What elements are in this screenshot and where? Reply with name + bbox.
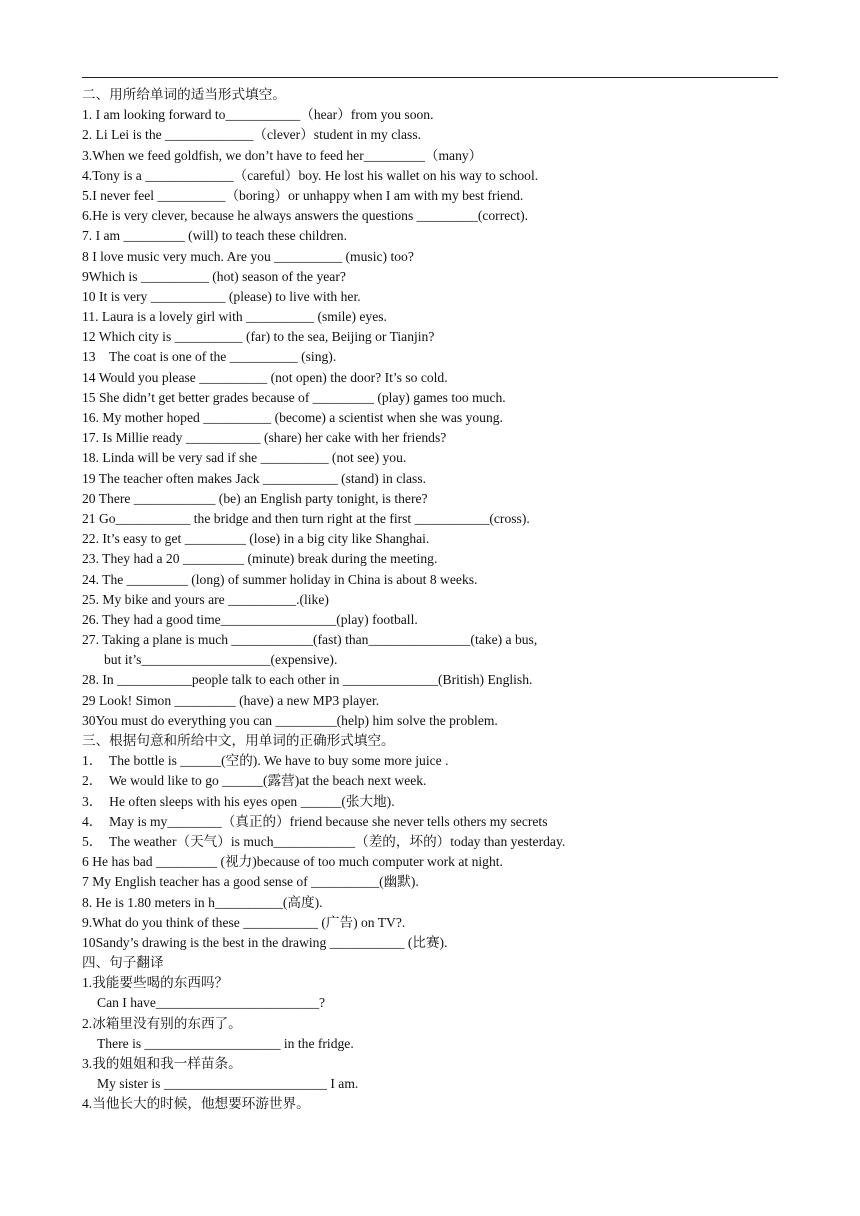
exercise-line: 30You must do everything you can _________(help) him solve the problem. bbox=[82, 712, 498, 728]
exercise-line: 16. My mother hoped __________ (become) a scientist when she was young. bbox=[82, 410, 503, 425]
exercise-line: 10 It is very ___________ (please) to live with her. bbox=[82, 288, 361, 304]
header-rule bbox=[82, 77, 778, 78]
exercise-line: 4． May is my________（真正的）friend because she never tells others my secrets bbox=[82, 813, 548, 829]
translation-prompt: 3.我的姐姐和我一样苗条。 bbox=[82, 1056, 242, 1071]
exercise-line: 14 Would you please __________ (not open) the door? It’s so cold. bbox=[82, 369, 448, 385]
exercise-line: 11. Laura is a lovely girl with __________ (smile) eyes. bbox=[82, 309, 387, 325]
translation-prompt: 1.我能要些喝的东西吗？ bbox=[82, 975, 229, 991]
exercise-line: 6 He has bad _________ (视力)because of too much computer work at night. bbox=[82, 854, 503, 870]
translation-answer: There is ____________________ in the fridge. bbox=[97, 1035, 354, 1051]
exercise-line: 20 There ____________ (be) an English party tonight, is there? bbox=[82, 490, 428, 506]
translation-prompt: 4.当他长大的时候，他想要环游世界。 bbox=[82, 1096, 310, 1112]
exercise-line: 1． The bottle is ______(空的). We have to buy some more juice . bbox=[82, 753, 449, 769]
translation-answer: Can I have________________________? bbox=[97, 995, 326, 1011]
exercise-line: 9Which is __________ (hot) season of the year? bbox=[82, 268, 346, 284]
exercise-line: 3.When we feed goldfish, we don’t have to feed her_________（many） bbox=[82, 147, 483, 163]
exercise-line: 22. It’s easy to get _________ (lose) in a big city like Shanghai. bbox=[82, 531, 430, 547]
exercise-line: 26. They had a good time_________________(play) football. bbox=[82, 611, 418, 627]
exercise-line: 27. Taking a plane is much ____________(fast) than_______________(take) a bus, bbox=[82, 632, 538, 648]
exercise-line: 5.I never feel __________（boring）or unhappy when I am with my best friend. bbox=[82, 187, 524, 203]
translation-answer: My sister is ________________________ I am. bbox=[97, 1076, 359, 1092]
section-2-heading: 二、用所给单词的适当形式填空。 bbox=[82, 87, 286, 102]
exercise-line: 25. My bike and yours are __________.(like) bbox=[82, 591, 329, 607]
section-4-heading: 四、句子翻译 bbox=[82, 955, 164, 971]
exercise-line: 12 Which city is __________ (far) to the sea, Beijing or Tianjin? bbox=[82, 329, 435, 345]
exercise-line: 23. They had a 20 _________ (minute) break during the meeting. bbox=[82, 551, 438, 567]
exercise-line: 13 The coat is one of the __________ (sing). bbox=[82, 349, 337, 365]
exercise-line: 7 My English teacher has a good sense of __________(幽默). bbox=[82, 874, 419, 890]
exercise-line: 9.What do you think of these ___________ (广告) on TV?. bbox=[82, 914, 406, 930]
exercise-line: 1. I am looking forward to___________（hear）from you soon. bbox=[82, 107, 434, 123]
exercise-line: 2. Li Lei is the _____________（clever）student in my class. bbox=[82, 127, 422, 143]
exercise-line: 28. In ___________people talk to each other in ______________(British) English. bbox=[82, 672, 533, 688]
exercise-line: 7. I am _________ (will) to teach these children. bbox=[82, 228, 348, 244]
translation-prompt: 2.冰箱里没有别的东西了。 bbox=[82, 1015, 242, 1031]
exercise-line: 15 She didn’t get better grades because of _________ (play) games too much. bbox=[82, 389, 506, 405]
exercise-line: 18. Linda will be very sad if she __________ (not see) you. bbox=[82, 450, 407, 466]
exercise-line: 8. He is 1.80 meters in h__________(高度). bbox=[82, 894, 323, 910]
exercise-line: 8 I love music very much. Are you __________ (music) too? bbox=[82, 248, 414, 264]
exercise-line-continuation: but it’s___________________(expensive). bbox=[104, 652, 338, 668]
exercise-line: 3． He often sleeps with his eyes open ______(张大地). bbox=[82, 793, 395, 809]
exercise-line: 5． The weather（天气）is much____________（差的，坏的）today than yesterday. bbox=[82, 833, 566, 849]
section-3-heading: 三、根据句意和所给中文，用单词的正确形式填空。 bbox=[82, 733, 395, 748]
exercise-line: 19 The teacher often makes Jack ___________ (stand) in class. bbox=[82, 470, 427, 486]
exercise-line: 2． We would like to go ______(露营)at the beach next week. bbox=[82, 773, 427, 789]
exercise-line: 17. Is Millie ready ___________ (share) her cake with her friends? bbox=[82, 430, 447, 446]
exercise-line: 4.Tony is a _____________（careful）boy. He lost his wallet on his way to school. bbox=[82, 167, 539, 183]
exercise-line: 10Sandy’s drawing is the best in the drawing ___________ (比赛). bbox=[82, 934, 448, 950]
exercise-line: 6.He is very clever, because he always answers the questions _________(correct). bbox=[82, 208, 529, 224]
exercise-line: 24. The _________ (long) of summer holiday in China is about 8 weeks. bbox=[82, 571, 478, 587]
exercise-line: 29 Look! Simon _________ (have) a new MP3 player. bbox=[82, 692, 380, 708]
exercise-line: 21 Go___________ the bridge and then turn right at the first ___________(cross). bbox=[82, 510, 530, 526]
worksheet bbox=[82, 85, 782, 1115]
